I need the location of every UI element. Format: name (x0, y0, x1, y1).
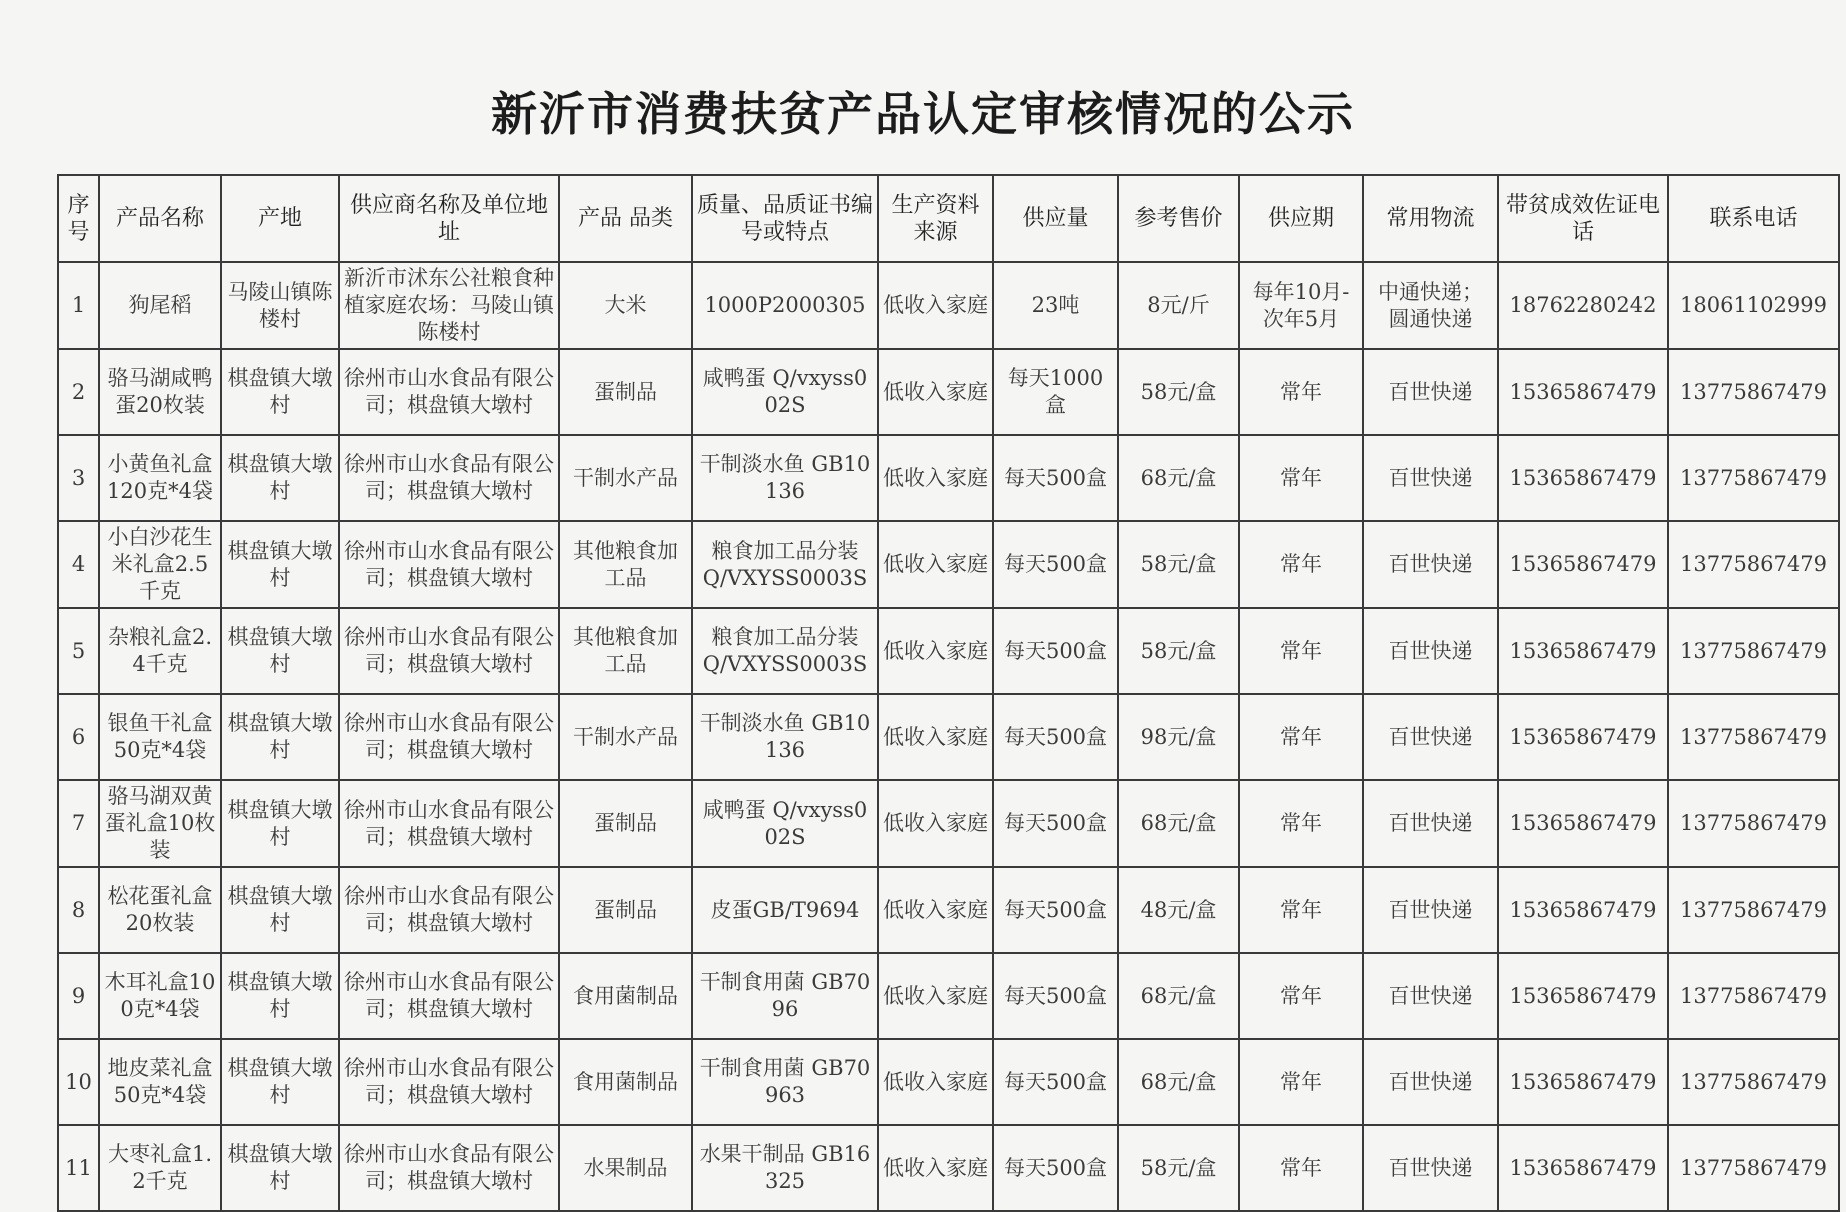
cell-contact-phone: 13775867479 (1668, 780, 1839, 867)
cell-supply: 每天500盒 (993, 953, 1118, 1039)
cell-seq: 3 (58, 435, 99, 521)
cell-logistics: 百世快递 (1363, 349, 1498, 435)
cell-period: 常年 (1239, 1125, 1363, 1211)
cell-seq: 5 (58, 608, 99, 694)
table-row (58, 349, 1839, 435)
cell-supplier: 徐州市山水食品有限公司；棋盘镇大墩村 (339, 694, 559, 780)
table-row (58, 953, 1839, 1039)
cell-origin: 棋盘镇大墩村 (221, 349, 339, 435)
cell-cert: 干制食用菌 GB70963 (692, 1039, 878, 1125)
header-contact-phone: 联系电话 (1668, 175, 1839, 262)
cell-seq: 11 (58, 1125, 99, 1211)
cell-source: 低收入家庭 (878, 521, 993, 608)
cell-source: 低收入家庭 (878, 262, 993, 349)
product-table (57, 174, 1840, 1212)
cell-supplier: 徐州市山水食品有限公司；棋盘镇大墩村 (339, 780, 559, 867)
cell-name: 杂粮礼盒2.4千克 (99, 608, 221, 694)
table-row (58, 608, 1839, 694)
cell-name: 小黄鱼礼盒120克*4袋 (99, 435, 221, 521)
cell-period: 常年 (1239, 780, 1363, 867)
cell-proof-phone: 15365867479 (1498, 435, 1668, 521)
cell-source: 低收入家庭 (878, 1039, 993, 1125)
cell-contact-phone: 13775867479 (1668, 521, 1839, 608)
cell-supply: 每天500盒 (993, 1125, 1118, 1211)
cell-proof-phone: 15365867479 (1498, 1125, 1668, 1211)
cell-proof-phone: 18762280242 (1498, 262, 1668, 349)
header-logistics: 常用物流 (1363, 175, 1498, 262)
cell-category: 水果制品 (559, 1125, 692, 1211)
cell-contact-phone: 13775867479 (1668, 349, 1839, 435)
table-row (58, 435, 1839, 521)
cell-supplier: 新沂市沭东公社粮食种植家庭农场：马陵山镇陈楼村 (339, 262, 559, 349)
cell-proof-phone: 15365867479 (1498, 521, 1668, 608)
cell-price: 48元/盒 (1118, 867, 1239, 953)
cell-origin: 棋盘镇大墩村 (221, 953, 339, 1039)
cell-category: 蛋制品 (559, 349, 692, 435)
page-title: 新沂市消费扶贫产品认定审核情况的公示 (491, 87, 1355, 141)
cell-logistics: 百世快递 (1363, 521, 1498, 608)
cell-price: 98元/盒 (1118, 694, 1239, 780)
cell-price: 58元/盒 (1118, 521, 1239, 608)
cell-price: 68元/盒 (1118, 1039, 1239, 1125)
cell-supply: 每天500盒 (993, 780, 1118, 867)
cell-seq: 4 (58, 521, 99, 608)
cell-source: 低收入家庭 (878, 694, 993, 780)
cell-supply: 23吨 (993, 262, 1118, 349)
cell-source: 低收入家庭 (878, 953, 993, 1039)
cell-category: 蛋制品 (559, 867, 692, 953)
cell-contact-phone: 13775867479 (1668, 953, 1839, 1039)
cell-supply: 每天500盒 (993, 608, 1118, 694)
cell-logistics: 百世快递 (1363, 1039, 1498, 1125)
cell-category: 食用菌制品 (559, 1039, 692, 1125)
header-supplier: 供应商名称及单位地址 (339, 175, 559, 262)
cell-origin: 棋盘镇大墩村 (221, 780, 339, 867)
cell-period: 常年 (1239, 608, 1363, 694)
cell-category: 干制水产品 (559, 694, 692, 780)
cell-cert: 皮蛋GB/T9694 (692, 867, 878, 953)
cell-source: 低收入家庭 (878, 349, 993, 435)
cell-period: 常年 (1239, 349, 1363, 435)
cell-supplier: 徐州市山水食品有限公司；棋盘镇大墩村 (339, 435, 559, 521)
cell-period: 常年 (1239, 521, 1363, 608)
cell-source: 低收入家庭 (878, 1125, 993, 1211)
cell-source: 低收入家庭 (878, 780, 993, 867)
cell-supplier: 徐州市山水食品有限公司；棋盘镇大墩村 (339, 1039, 559, 1125)
cell-supply: 每天500盒 (993, 521, 1118, 608)
cell-period: 常年 (1239, 953, 1363, 1039)
cell-contact-phone: 13775867479 (1668, 608, 1839, 694)
cell-price: 58元/盒 (1118, 1125, 1239, 1211)
header-name: 产品名称 (99, 175, 221, 262)
cell-price: 68元/盒 (1118, 435, 1239, 521)
cell-cert: 咸鸭蛋 Q/vxyss002S (692, 349, 878, 435)
cell-contact-phone: 13775867479 (1668, 867, 1839, 953)
cell-proof-phone: 15365867479 (1498, 867, 1668, 953)
header-price: 参考售价 (1118, 175, 1239, 262)
cell-period: 常年 (1239, 694, 1363, 780)
cell-period: 每年10月-次年5月 (1239, 262, 1363, 349)
table-row (58, 780, 1839, 867)
cell-category: 食用菌制品 (559, 953, 692, 1039)
cell-proof-phone: 15365867479 (1498, 953, 1668, 1039)
cell-supplier: 徐州市山水食品有限公司；棋盘镇大墩村 (339, 953, 559, 1039)
cell-cert: 粮食加工品分装 Q/VXYSS0003S (692, 521, 878, 608)
table-header-row (58, 175, 1839, 262)
cell-origin: 棋盘镇大墩村 (221, 694, 339, 780)
cell-name: 骆马湖咸鸭蛋20枚装 (99, 349, 221, 435)
cell-seq: 1 (58, 262, 99, 349)
cell-seq: 7 (58, 780, 99, 867)
cell-logistics: 百世快递 (1363, 1125, 1498, 1211)
cell-seq: 8 (58, 867, 99, 953)
cell-supply: 每天500盒 (993, 1039, 1118, 1125)
cell-proof-phone: 15365867479 (1498, 780, 1668, 867)
cell-cert: 1000P2000305 (692, 262, 878, 349)
cell-logistics: 百世快递 (1363, 435, 1498, 521)
cell-proof-phone: 15365867479 (1498, 349, 1668, 435)
cell-period: 常年 (1239, 867, 1363, 953)
cell-origin: 棋盘镇大墩村 (221, 608, 339, 694)
header-source: 生产资料来源 (878, 175, 993, 262)
table-row (58, 262, 1839, 349)
cell-price: 68元/盒 (1118, 780, 1239, 867)
cell-source: 低收入家庭 (878, 867, 993, 953)
cell-origin: 棋盘镇大墩村 (221, 1125, 339, 1211)
cell-cert: 粮食加工品分装 Q/VXYSS0003S (692, 608, 878, 694)
cell-price: 68元/盒 (1118, 953, 1239, 1039)
cell-proof-phone: 15365867479 (1498, 1039, 1668, 1125)
cell-logistics: 百世快递 (1363, 867, 1498, 953)
cell-name: 大枣礼盒1.2千克 (99, 1125, 221, 1211)
table-row (58, 694, 1839, 780)
cell-name: 松花蛋礼盒20枚装 (99, 867, 221, 953)
cell-price: 58元/盒 (1118, 608, 1239, 694)
cell-cert: 干制淡水鱼 GB10136 (692, 435, 878, 521)
table-row (58, 1125, 1839, 1211)
table-row (58, 867, 1839, 953)
table-row (58, 1039, 1839, 1125)
cell-origin: 棋盘镇大墩村 (221, 435, 339, 521)
cell-category: 其他粮食加工品 (559, 608, 692, 694)
cell-supplier: 徐州市山水食品有限公司；棋盘镇大墩村 (339, 608, 559, 694)
header-period: 供应期 (1239, 175, 1363, 262)
cell-proof-phone: 15365867479 (1498, 608, 1668, 694)
cell-name: 木耳礼盒100克*4袋 (99, 953, 221, 1039)
cell-period: 常年 (1239, 1039, 1363, 1125)
cell-period: 常年 (1239, 435, 1363, 521)
cell-proof-phone: 15365867479 (1498, 694, 1668, 780)
cell-name: 骆马湖双黄蛋礼盒10枚装 (99, 780, 221, 867)
cell-cert: 干制淡水鱼 GB10136 (692, 694, 878, 780)
cell-seq: 2 (58, 349, 99, 435)
cell-supply: 每天500盒 (993, 867, 1118, 953)
cell-logistics: 百世快递 (1363, 780, 1498, 867)
cell-name: 小白沙花生米礼盒2.5千克 (99, 521, 221, 608)
cell-origin: 棋盘镇大墩村 (221, 867, 339, 953)
cell-supplier: 徐州市山水食品有限公司；棋盘镇大墩村 (339, 867, 559, 953)
cell-seq: 10 (58, 1039, 99, 1125)
cell-price: 8元/斤 (1118, 262, 1239, 349)
header-proof-phone: 带贫成效佐证电话 (1498, 175, 1668, 262)
cell-name: 地皮菜礼盒50克*4袋 (99, 1039, 221, 1125)
header-category: 产品 品类 (559, 175, 692, 262)
cell-contact-phone: 13775867479 (1668, 1125, 1839, 1211)
header-supply: 供应量 (993, 175, 1118, 262)
cell-source: 低收入家庭 (878, 608, 993, 694)
header-seq: 序号 (58, 175, 99, 262)
cell-cert: 干制食用菌 GB7096 (692, 953, 878, 1039)
cell-name: 狗尾稻 (99, 262, 221, 349)
cell-supplier: 徐州市山水食品有限公司；棋盘镇大墩村 (339, 521, 559, 608)
cell-seq: 9 (58, 953, 99, 1039)
cell-name: 银鱼干礼盒50克*4袋 (99, 694, 221, 780)
cell-price: 58元/盒 (1118, 349, 1239, 435)
cell-origin: 棋盘镇大墩村 (221, 521, 339, 608)
cell-category: 干制水产品 (559, 435, 692, 521)
cell-logistics: 百世快递 (1363, 608, 1498, 694)
cell-supply: 每天500盒 (993, 694, 1118, 780)
cell-supply: 每天500盒 (993, 435, 1118, 521)
cell-source: 低收入家庭 (878, 435, 993, 521)
cell-category: 其他粮食加工品 (559, 521, 692, 608)
cell-supplier: 徐州市山水食品有限公司；棋盘镇大墩村 (339, 1125, 559, 1211)
cell-contact-phone: 13775867479 (1668, 694, 1839, 780)
cell-contact-phone: 13775867479 (1668, 1039, 1839, 1125)
cell-logistics: 中通快递；圆通快递 (1363, 262, 1498, 349)
cell-seq: 6 (58, 694, 99, 780)
cell-origin: 马陵山镇陈楼村 (221, 262, 339, 349)
cell-origin: 棋盘镇大墩村 (221, 1039, 339, 1125)
cell-supplier: 徐州市山水食品有限公司；棋盘镇大墩村 (339, 349, 559, 435)
cell-category: 蛋制品 (559, 780, 692, 867)
cell-contact-phone: 13775867479 (1668, 435, 1839, 521)
cell-logistics: 百世快递 (1363, 953, 1498, 1039)
cell-contact-phone: 18061102999 (1668, 262, 1839, 349)
header-cert: 质量、品质证书编号或特点 (692, 175, 878, 262)
cell-cert: 咸鸭蛋 Q/vxyss002S (692, 780, 878, 867)
cell-category: 大米 (559, 262, 692, 349)
cell-cert: 水果干制品 GB16325 (692, 1125, 878, 1211)
header-origin: 产地 (221, 175, 339, 262)
cell-supply: 每天1000盒 (993, 349, 1118, 435)
table-row (58, 521, 1839, 608)
cell-logistics: 百世快递 (1363, 694, 1498, 780)
